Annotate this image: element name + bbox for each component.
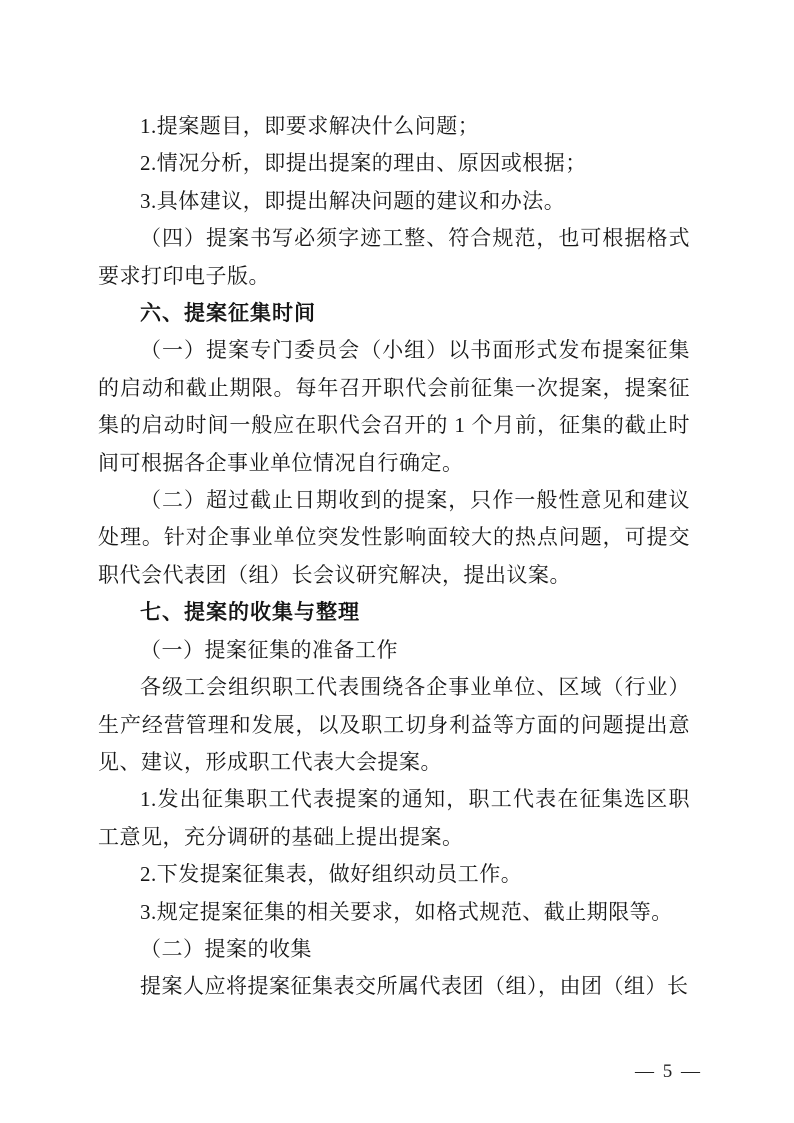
subsection-title: （一）提案征集的准备工作 [140, 637, 398, 662]
paragraph: （二）超过截止日期收到的提案，只作一般性意见和建议处理。针对企事业单位突发性影响面较大的热点问题，可提交职代会代表团（组）长会议研究解决，提出议案。 [98, 488, 690, 587]
list-item: 3.具体建议，即提出解决问题的建议和办法。 [140, 188, 566, 213]
document-body [98, 108, 690, 1006]
section-heading: 七、提案的收集与整理 [140, 601, 360, 625]
paragraph: 提案人应将提案征集表交所属代表团（组），由团（组）长 [140, 974, 689, 999]
subsection-title: （二）提案的收集 [140, 936, 312, 961]
paragraph: 各级工会组织职工代表围绕各企事业单位、区域（行业）生产经营管理和发展，以及职工切身利益等方面的问题提出意见、建议，形成职工代表大会提案。 [98, 675, 690, 774]
section-heading: 六、提案征集时间 [140, 302, 316, 326]
list-item: 2.下发提案征集表，做好组织动员工作。 [140, 862, 523, 887]
list-item: 3.规定提案征集的相关要求，如格式规范、截止期限等。 [140, 899, 673, 924]
paragraph: （一）提案专门委员会（小组）以书面形式发布提案征集的启动和截止期限。每年召开职代会前征集一次提案，提案征集的启动时间一般应在职代会召开的 1 个月前，征集的截止时间可根据各企事业单位情况自行确定。 [98, 338, 690, 475]
page-number: — 5 — [635, 1061, 702, 1082]
list-item: 2.情况分析，即提出提案的理由、原因或根据； [140, 151, 587, 176]
list-item: 1.提案题目，即要求解决什么问题； [140, 114, 480, 138]
paragraph: （四）提案书写必须字迹工整、符合规范，也可根据格式要求打印电子版。 [98, 226, 690, 288]
list-item: 1.发出征集职工代表提案的通知，职工代表在征集选区职工意见，充分调研的基础上提出提案。 [98, 787, 690, 849]
